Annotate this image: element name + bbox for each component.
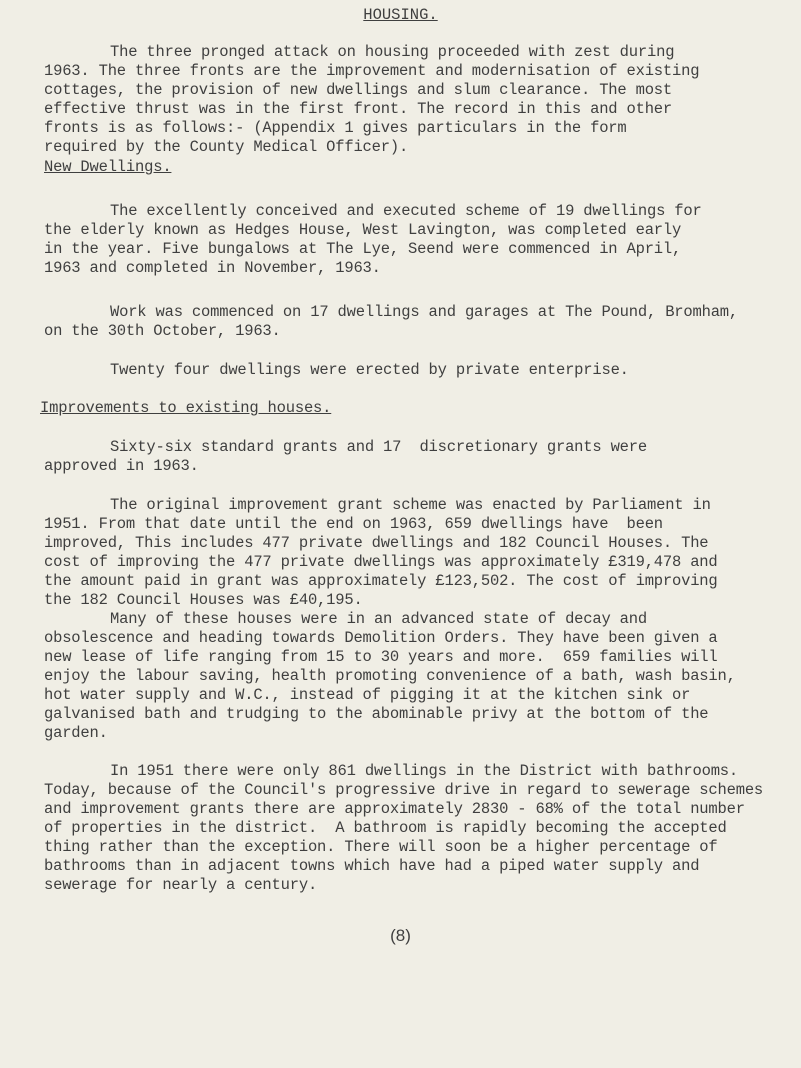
text-line: The excellently conceived and executed scheme of 19 dwellings for (110, 202, 702, 220)
text-line: the 182 Council Houses was £40,195. (44, 591, 363, 609)
text-line: the amount paid in grant was approximately £123,502. The cost of improving (44, 572, 718, 590)
intro-paragraph (44, 43, 784, 157)
text-line: new lease of life ranging from 15 to 30 years and more. 659 families will (44, 648, 718, 666)
text-line: fronts is as follows:- (Appendix 1 gives particulars in the form (44, 119, 627, 137)
text-line: galvanised bath and trudging to the abominable privy at the bottom of the (44, 705, 709, 723)
text-line: of properties in the district. A bathroom is rapidly becoming the accepted (44, 819, 727, 837)
original-scheme-paragraph (44, 496, 784, 610)
hedges-house-paragraph (44, 202, 784, 278)
text-line: Work was commenced on 17 dwellings and garages at The Pound, Bromham, (110, 303, 739, 321)
text-line: Today, because of the Council's progressive drive in regard to sewerage schemes (44, 781, 764, 799)
text-line: required by the County Medical Officer). (44, 138, 409, 156)
text-line: obsolescence and heading towards Demolition Orders. They have been given a (44, 629, 718, 647)
text-line: 1963 and completed in November, 1963. (44, 259, 381, 277)
text-line: on the 30th October, 1963. (44, 322, 281, 340)
text-line: thing rather than the exception. There will soon be a higher percentage of (44, 838, 718, 856)
text-line: The three pronged attack on housing proceeded with zest during (110, 43, 675, 61)
text-line: The original improvement grant scheme was enacted by Parliament in (110, 496, 711, 514)
text-line: improved, This includes 477 private dwellings and 182 Council Houses. The (44, 534, 709, 552)
text-line: In 1951 there were only 861 dwellings in the District with bathrooms. (110, 762, 739, 780)
text-line: Sixty-six standard grants and 17 discretionary grants were (110, 438, 647, 456)
grants-paragraph (44, 438, 784, 476)
the-pound-paragraph (44, 303, 784, 341)
text-line: hot water supply and W.C., instead of pigging it at the kitchen sink or (44, 686, 691, 704)
text-line: Twenty four dwellings were erected by private enterprise. (110, 361, 629, 379)
text-line: cottages, the provision of new dwellings and slum clearance. The most (44, 81, 673, 99)
page-number: (8) (390, 926, 411, 945)
text-line: cost of improving the 477 private dwellings was approximately £319,478 and (44, 553, 718, 571)
text-line: enjoy the labour saving, health promoting convenience of a bath, wash basin, (44, 667, 736, 685)
text-line: sewerage for nearly a century. (44, 876, 318, 894)
text-line: garden. (44, 724, 108, 742)
section-heading-improvements: Improvements to existing houses. (40, 399, 332, 417)
page-title: HOUSING. (363, 6, 438, 24)
text-line: in the year. Five bungalows at The Lye, Seend were commenced in April, (44, 240, 682, 258)
text-line: and improvement grants there are approximately 2830 - 68% of the total number (44, 800, 745, 818)
text-line: Many of these houses were in an advanced state of decay and (110, 610, 647, 628)
section-heading-new-dwellings: New Dwellings. (44, 158, 172, 176)
text-line: bathrooms than in adjacent towns which have had a piped water supply and (44, 857, 700, 875)
bathrooms-paragraph (44, 762, 784, 895)
text-line: effective thrust was in the first front. The record in this and other (44, 100, 673, 118)
text-line: 1951. From that date until the end on 1963, 659 dwellings have been (44, 515, 663, 533)
private-enterprise-paragraph (44, 361, 784, 380)
decay-paragraph (44, 610, 784, 743)
text-line: 1963. The three fronts are the improvement and modernisation of existing (44, 62, 700, 80)
text-line: the elderly known as Hedges House, West Lavington, was completed early (44, 221, 682, 239)
text-line: approved in 1963. (44, 457, 199, 475)
